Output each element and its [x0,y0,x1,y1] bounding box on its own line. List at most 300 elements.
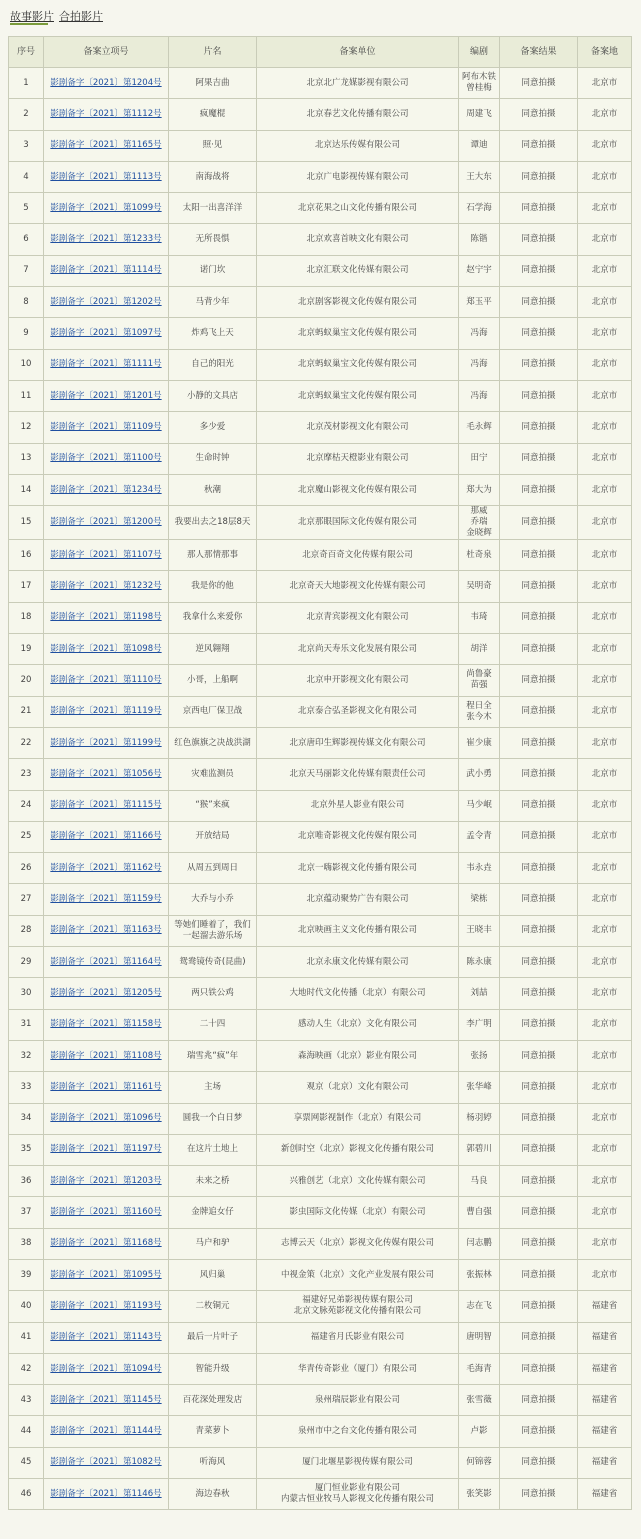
screenwriter-cell: 曹自强 [459,1197,500,1228]
screenwriter-cell: 田宁 [459,443,500,474]
filing-number-link[interactable]: 影剧备字〔2021〕第1168号 [50,1238,162,1249]
film-title-cell: 阿果吉曲 [169,68,257,99]
filing-result-cell: 同意拍摄 [500,1072,578,1103]
filing-result-cell: 同意拍摄 [500,318,578,349]
filing-unit-cell: 北京泰合弘圣影视文化有限公司 [257,696,459,727]
filing-unit-cell: 福建好兄弟影视传媒有限公司 北京文脉苑影视文化传播有限公司 [257,1291,459,1322]
column-header-filing-unit: 备案单位 [257,37,459,68]
filing-number-cell [44,99,169,130]
filing-location-cell: 北京市 [578,790,632,821]
filing-result-cell: 同意拍摄 [500,790,578,821]
filing-number-cell [44,1134,169,1165]
filing-location-cell: 北京市 [578,1166,632,1197]
filing-result-cell: 同意拍摄 [500,696,578,727]
filing-number-cell [44,790,169,821]
film-title-cell: 马背少年 [169,287,257,318]
film-title-cell: 逆风翱翔 [169,634,257,665]
filing-unit-cell: 观京（北京）文化有限公司 [257,1072,459,1103]
filing-number-link[interactable]: 影剧备字〔2021〕第1056号 [50,768,162,779]
filing-number-link[interactable]: 影剧备字〔2021〕第1109号 [50,421,162,432]
filing-result-cell: 同意拍摄 [500,571,578,602]
index-cell: 25 [9,821,44,852]
filing-location-cell: 北京市 [578,696,632,727]
filing-number-link[interactable]: 影剧备字〔2021〕第1082号 [50,1457,162,1468]
index-cell: 8 [9,287,44,318]
filing-location-cell: 北京市 [578,1009,632,1040]
filing-number-link[interactable]: 影剧备字〔2021〕第1160号 [50,1207,162,1218]
column-header-filing-number: 备案立项号 [44,37,169,68]
filing-unit-cell: 北京广电影视传媒有限公司 [257,161,459,192]
filing-number-link[interactable]: 影剧备字〔2021〕第1096号 [50,1113,162,1124]
filing-unit-cell: 北京那眼国际文化传媒有限公司 [257,506,459,540]
filing-result-cell: 同意拍摄 [500,161,578,192]
filing-number-link[interactable]: 影剧备字〔2021〕第1146号 [50,1488,162,1499]
table-row [9,1103,632,1134]
filing-location-cell: 北京市 [578,571,632,602]
filing-location-cell: 北京市 [578,1197,632,1228]
filing-location-cell: 北京市 [578,99,632,130]
filing-unit-cell: 北京蚂蚁巢宝文化传媒有限公司 [257,349,459,380]
table-row [9,318,632,349]
filing-number-link[interactable]: 影剧备字〔2021〕第1111号 [50,359,162,370]
filing-result-cell: 同意拍摄 [500,99,578,130]
filing-location-cell: 福建省 [578,1385,632,1416]
filing-number-link[interactable]: 影剧备字〔2021〕第1095号 [50,1269,162,1280]
filing-number-cell [44,602,169,633]
screenwriter-cell: 阿布木铁 曾桂梅 [459,68,500,99]
screenwriter-cell: 卢影 [459,1416,500,1447]
tab-bar [0,0,641,30]
filing-unit-cell: 北京映画主义文化传播有限公司 [257,915,459,946]
table-row [9,884,632,915]
index-cell: 7 [9,255,44,286]
film-title-cell: 主场 [169,1072,257,1103]
filing-number-link[interactable]: 影剧备字〔2021〕第1199号 [50,737,162,748]
filing-number-cell [44,1322,169,1353]
table-row [9,255,632,286]
filing-unit-cell: 新创时空（北京）影视文化传播有限公司 [257,1134,459,1165]
table-row [9,1009,632,1040]
filing-location-cell: 北京市 [578,224,632,255]
screenwriter-cell: 那威 乔瑞 金晓辉 [459,506,500,540]
table-row [9,474,632,505]
filing-number-link[interactable]: 影剧备字〔2021〕第1115号 [50,800,162,811]
film-title-cell: 大乔与小乔 [169,884,257,915]
table-row [9,571,632,602]
filing-number-cell [44,506,169,540]
screenwriter-cell: 杜奇泉 [459,540,500,571]
table-row [9,161,632,192]
table-row [9,68,632,99]
filing-result-cell: 同意拍摄 [500,68,578,99]
index-cell: 6 [9,224,44,255]
screenwriter-cell: 杨羽婷 [459,1103,500,1134]
filing-number-cell [44,224,169,255]
screenwriter-cell: 张笑影 [459,1479,500,1510]
filing-number-link[interactable]: 影剧备字〔2021〕第1099号 [50,202,162,213]
filing-result-cell: 同意拍摄 [500,1134,578,1165]
screenwriter-cell: 毛海青 [459,1353,500,1384]
filing-number-link[interactable]: 影剧备字〔2021〕第1161号 [50,1081,162,1092]
index-cell: 19 [9,634,44,665]
filing-unit-cell: 北京永康文化传媒有限公司 [257,947,459,978]
screenwriter-cell: 郑玉平 [459,287,500,318]
index-cell: 32 [9,1040,44,1071]
filing-result-cell: 同意拍摄 [500,443,578,474]
filing-number-link[interactable]: 影剧备字〔2021〕第1108号 [50,1050,162,1061]
table-row [9,1166,632,1197]
index-cell: 43 [9,1385,44,1416]
table-row [9,224,632,255]
filing-number-link[interactable]: 影剧备字〔2021〕第1114号 [50,265,162,276]
filing-location-cell: 北京市 [578,727,632,758]
filing-number-link[interactable]: 影剧备字〔2021〕第1204号 [50,77,162,88]
filing-number-link[interactable]: 影剧备字〔2021〕第1098号 [50,643,162,654]
table-row [9,1072,632,1103]
index-cell: 42 [9,1353,44,1384]
filing-unit-cell: 北京蚂蚁巢宝文化传媒有限公司 [257,380,459,411]
index-cell: 18 [9,602,44,633]
filing-number-cell [44,759,169,790]
filing-number-link[interactable]: 影剧备字〔2021〕第1234号 [50,484,162,495]
table-row [9,349,632,380]
filing-number-link[interactable]: 影剧备字〔2021〕第1110号 [50,674,162,685]
filing-number-cell [44,884,169,915]
filing-result-cell: 同意拍摄 [500,255,578,286]
filing-location-cell: 北京市 [578,68,632,99]
index-cell: 31 [9,1009,44,1040]
active-tab-indicator [10,23,48,25]
filing-result-cell: 同意拍摄 [500,287,578,318]
screenwriter-cell: 周建飞 [459,99,500,130]
table-row [9,790,632,821]
filing-location-cell: 福建省 [578,1291,632,1322]
filing-location-cell: 北京市 [578,506,632,540]
screenwriter-cell: 张华峰 [459,1072,500,1103]
screenwriter-cell: 谭迪 [459,130,500,161]
filing-location-cell: 北京市 [578,759,632,790]
filing-number-link[interactable]: 影剧备字〔2021〕第1197号 [50,1144,162,1155]
filing-number-cell [44,287,169,318]
table-row [9,759,632,790]
screenwriter-cell: 韦琦 [459,602,500,633]
filing-number-cell [44,1416,169,1447]
table-row [9,1197,632,1228]
index-cell: 36 [9,1166,44,1197]
film-title-cell: 多少爱 [169,412,257,443]
column-header-screenwriter: 编剧 [459,37,500,68]
filing-location-cell: 北京市 [578,412,632,443]
filing-number-cell [44,1103,169,1134]
filing-result-cell: 同意拍摄 [500,1322,578,1353]
filing-result-cell: 同意拍摄 [500,1040,578,1071]
filing-number-link[interactable]: 影剧备字〔2021〕第1202号 [50,296,162,307]
filing-result-cell: 同意拍摄 [500,1353,578,1384]
filing-unit-cell: 福建省月氏影业有限公司 [257,1322,459,1353]
column-header-filing-result: 备案结果 [500,37,578,68]
filing-number-cell [44,1479,169,1510]
filing-unit-cell: 中视金策（北京）文化产业发展有限公司 [257,1259,459,1290]
film-title-cell: 京西电厂保卫战 [169,696,257,727]
filing-result-cell: 同意拍摄 [500,1447,578,1478]
filing-number-link[interactable]: 影剧备字〔2021〕第1113号 [50,171,162,182]
filing-number-link[interactable]: 影剧备字〔2021〕第1201号 [50,390,162,401]
filing-number-link[interactable]: 影剧备字〔2021〕第1143号 [50,1332,162,1343]
film-title-cell: 小静的文具店 [169,380,257,411]
film-title-cell: 我拿什么来爱你 [169,602,257,633]
filing-number-cell [44,665,169,696]
filing-result-cell: 同意拍摄 [500,978,578,1009]
table-row [9,443,632,474]
table-row [9,540,632,571]
filing-number-link[interactable]: 影剧备字〔2021〕第1166号 [50,831,162,842]
filing-location-cell: 北京市 [578,915,632,946]
filing-number-link[interactable]: 影剧备字〔2021〕第1163号 [50,925,162,936]
filing-number-cell [44,1009,169,1040]
filing-number-link[interactable]: 影剧备字〔2021〕第1097号 [50,328,162,339]
filing-number-link[interactable]: 影剧备字〔2021〕第1094号 [50,1363,162,1374]
filing-number-cell [44,318,169,349]
filing-number-cell [44,1259,169,1290]
filing-unit-cell: 北京春艺文化传播有限公司 [257,99,459,130]
filing-result-cell: 同意拍摄 [500,1479,578,1510]
filing-result-cell: 同意拍摄 [500,380,578,411]
filing-result-cell: 同意拍摄 [500,1385,578,1416]
table-row [9,99,632,130]
screenwriter-cell: 石学海 [459,193,500,224]
filing-unit-cell: 厦门恒业影业有限公司 内蒙古恒业牧马人影视文化传播有限公司 [257,1479,459,1510]
index-cell: 35 [9,1134,44,1165]
filing-location-cell: 北京市 [578,634,632,665]
filing-result-cell: 同意拍摄 [500,349,578,380]
filing-number-link[interactable]: 影剧备字〔2021〕第1233号 [50,234,162,245]
film-title-cell: 生命时钟 [169,443,257,474]
screenwriter-cell: 陈锴 [459,224,500,255]
film-title-cell: 二枚铜元 [169,1291,257,1322]
filing-unit-cell: 北京申开影视文化有限公司 [257,665,459,696]
filing-unit-cell: 北京外星人影业有限公司 [257,790,459,821]
filing-number-cell [44,853,169,884]
film-title-cell: “猴”来疯 [169,790,257,821]
film-title-cell: 在这片土地上 [169,1134,257,1165]
table-row [9,602,632,633]
filing-result-cell: 同意拍摄 [500,915,578,946]
film-title-cell: 等她们睡着了，我们一起溜去游乐场 [169,915,257,946]
filing-unit-cell: 北京唯奇影视文化传媒有限公司 [257,821,459,852]
film-title-cell: 秋潮 [169,474,257,505]
tab-story-films[interactable]: 故事影片 [10,10,54,23]
filing-number-cell [44,1291,169,1322]
film-title-cell: 鸳鸯镜传奇(昆曲) [169,947,257,978]
table-row [9,696,632,727]
filing-unit-cell: 感动人生（北京）文化有限公司 [257,1009,459,1040]
filing-number-cell [44,696,169,727]
filing-location-cell: 福建省 [578,1416,632,1447]
filing-unit-cell: 大地时代文化传播（北京）有限公司 [257,978,459,1009]
filing-number-cell [44,540,169,571]
filing-unit-cell: 北京奇百奇文化传媒有限公司 [257,540,459,571]
filing-location-cell: 北京市 [578,1103,632,1134]
filing-number-cell [44,821,169,852]
index-cell: 44 [9,1416,44,1447]
filing-number-link[interactable]: 影剧备字〔2021〕第1158号 [50,1019,162,1030]
filing-number-link[interactable]: 影剧备字〔2021〕第1162号 [50,862,162,873]
filing-location-cell: 北京市 [578,193,632,224]
filing-number-link[interactable]: 影剧备字〔2021〕第1119号 [50,706,162,717]
screenwriter-cell: 郭碧川 [459,1134,500,1165]
filing-unit-cell: 北京奇天大地影视文化传媒有限公司 [257,571,459,602]
filing-number-link[interactable]: 影剧备字〔2021〕第1203号 [50,1175,162,1186]
filing-location-cell: 北京市 [578,161,632,192]
table-row [9,1134,632,1165]
filing-result-cell: 同意拍摄 [500,759,578,790]
film-title-cell: 我要出去之18层8天 [169,506,257,540]
index-cell: 15 [9,506,44,540]
index-cell: 5 [9,193,44,224]
filing-result-cell: 同意拍摄 [500,1166,578,1197]
table-row [9,978,632,1009]
film-title-cell: 二十四 [169,1009,257,1040]
filing-number-link[interactable]: 影剧备字〔2021〕第1159号 [50,894,162,905]
filing-location-cell: 北京市 [578,665,632,696]
index-cell: 38 [9,1228,44,1259]
index-cell: 13 [9,443,44,474]
filing-result-cell: 同意拍摄 [500,224,578,255]
filing-number-link[interactable]: 影剧备字〔2021〕第1205号 [50,987,162,998]
film-title-cell: 两只铁公鸡 [169,978,257,1009]
screenwriter-cell: 吴明奇 [459,571,500,602]
index-cell: 11 [9,380,44,411]
filing-number-cell [44,1040,169,1071]
filing-location-cell: 北京市 [578,821,632,852]
column-header-index: 序号 [9,37,44,68]
filing-result-cell: 同意拍摄 [500,821,578,852]
film-title-cell: 灾难监测员 [169,759,257,790]
film-title-cell: 自己的阳光 [169,349,257,380]
index-cell: 14 [9,474,44,505]
index-cell: 40 [9,1291,44,1322]
film-title-cell: 金牌追女仔 [169,1197,257,1228]
filing-number-link[interactable]: 影剧备字〔2021〕第1193号 [50,1300,162,1311]
filing-result-cell: 同意拍摄 [500,947,578,978]
film-title-cell: 圆我一个白日梦 [169,1103,257,1134]
filing-result-cell: 同意拍摄 [500,1197,578,1228]
filing-number-cell [44,130,169,161]
filing-result-cell: 同意拍摄 [500,634,578,665]
table-row [9,947,632,978]
table-row [9,1479,632,1510]
column-header-filing-location: 备案地 [578,37,632,68]
filing-location-cell: 北京市 [578,1134,632,1165]
filing-location-cell: 北京市 [578,380,632,411]
filing-unit-cell: 北京唐印生辉影视传媒文化有限公司 [257,727,459,758]
filing-number-cell [44,947,169,978]
filing-number-link[interactable]: 影剧备字〔2021〕第1165号 [50,140,162,151]
film-title-cell: 从周五到周日 [169,853,257,884]
index-cell: 22 [9,727,44,758]
screenwriter-cell: 韦永垚 [459,853,500,884]
filing-location-cell: 北京市 [578,1259,632,1290]
table-row [9,1291,632,1322]
index-cell: 4 [9,161,44,192]
filing-number-link[interactable]: 影剧备字〔2021〕第1232号 [50,581,162,592]
screenwriter-cell: 唐明智 [459,1322,500,1353]
table-row [9,634,632,665]
table-row [9,287,632,318]
filing-location-cell: 北京市 [578,287,632,318]
filing-number-link[interactable]: 影剧备字〔2021〕第1144号 [50,1426,162,1437]
screenwriter-cell: 王大东 [459,161,500,192]
screenwriter-cell: 尚鲁豪 苗强 [459,665,500,696]
screenwriter-cell: 冯海 [459,380,500,411]
filing-number-link[interactable]: 影剧备字〔2021〕第1145号 [50,1394,162,1405]
filing-number-link[interactable]: 影剧备字〔2021〕第1198号 [50,612,162,623]
film-title-cell: 诺门坎 [169,255,257,286]
filing-unit-cell: 影虫国际文化传媒（北京）有限公司 [257,1197,459,1228]
filing-result-cell: 同意拍摄 [500,506,578,540]
filing-unit-cell: 北京青宾影视文化有限公司 [257,602,459,633]
filing-location-cell: 北京市 [578,349,632,380]
tab-co-production-films[interactable]: 合拍影片 [59,10,103,23]
table-row [9,506,632,540]
filing-location-cell: 福建省 [578,1322,632,1353]
filing-location-cell: 福建省 [578,1447,632,1478]
filing-unit-cell: 享票网影视制作（北京）有限公司 [257,1103,459,1134]
screenwriter-cell: 赵宁宇 [459,255,500,286]
filing-number-link[interactable]: 影剧备字〔2021〕第1100号 [50,453,162,464]
screenwriter-cell: 武小勇 [459,759,500,790]
filing-unit-cell: 志博云天（北京）影视文化传媒有限公司 [257,1228,459,1259]
screenwriter-cell: 冯海 [459,318,500,349]
film-title-cell: 无所畏惧 [169,224,257,255]
filing-location-cell: 北京市 [578,443,632,474]
filing-number-cell [44,915,169,946]
index-cell: 37 [9,1197,44,1228]
filing-result-cell: 同意拍摄 [500,193,578,224]
table-row [9,1385,632,1416]
filing-unit-cell: 北京蕴动聚势广告有限公司 [257,884,459,915]
index-cell: 12 [9,412,44,443]
film-title-cell: 未来之桥 [169,1166,257,1197]
screenwriter-cell: 志在飞 [459,1291,500,1322]
filing-location-cell: 北京市 [578,1228,632,1259]
table-row [9,665,632,696]
filing-number-link[interactable]: 影剧备字〔2021〕第1112号 [50,108,162,119]
screenwriter-cell: 马少岷 [459,790,500,821]
filing-unit-cell: 北京尚天寿乐文化发展有限公司 [257,634,459,665]
filing-number-link[interactable]: 影剧备字〔2021〕第1107号 [50,549,162,560]
filing-unit-cell: 北京剧客影视文化传媒有限公司 [257,287,459,318]
index-cell: 28 [9,915,44,946]
filing-result-cell: 同意拍摄 [500,853,578,884]
filing-number-cell [44,1353,169,1384]
index-cell: 23 [9,759,44,790]
table-row [9,853,632,884]
film-title-cell: 青菜萝卜 [169,1416,257,1447]
film-title-cell: 炸鸡飞上天 [169,318,257,349]
filing-number-link[interactable]: 影剧备字〔2021〕第1164号 [50,956,162,967]
filing-unit-cell: 北京花果之山文化传播有限公司 [257,193,459,224]
filing-location-cell: 北京市 [578,602,632,633]
table-row [9,380,632,411]
filing-number-cell [44,161,169,192]
filing-number-cell [44,1072,169,1103]
table-row [9,1447,632,1478]
filing-number-link[interactable]: 影剧备字〔2021〕第1200号 [50,517,162,528]
index-cell: 33 [9,1072,44,1103]
table-row [9,1259,632,1290]
filing-number-cell [44,1228,169,1259]
